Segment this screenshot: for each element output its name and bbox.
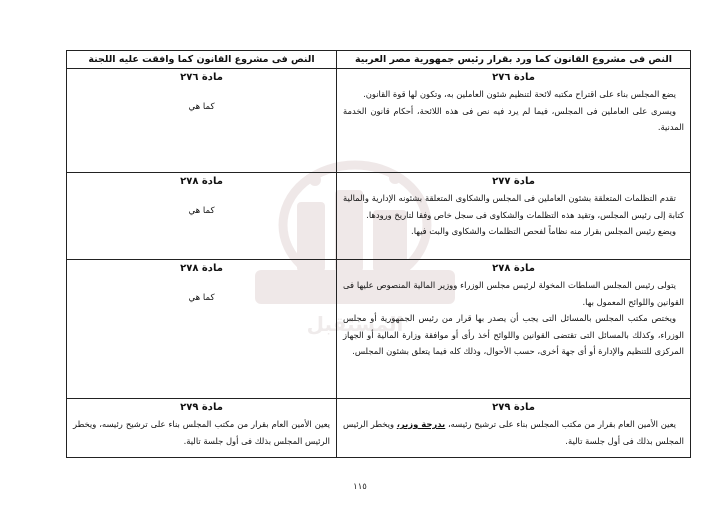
article-title: مادة ٢٧٦ bbox=[180, 72, 223, 83]
table-row bbox=[67, 260, 691, 399]
article-text-before: يعين الأمين العام بقرار من مكتب المجلس بناء على ترشيح رئيسه، bbox=[445, 419, 676, 429]
table-header-row bbox=[67, 51, 691, 69]
committee-article-cell bbox=[67, 69, 337, 173]
committee-article-cell bbox=[67, 173, 337, 260]
article-paragraph: ويسرى على العاملين فى المجلس، فيما لم يرد فيه نص فى هذه اللائحة، أحكام قانون الخدمة المدنية. bbox=[343, 105, 684, 132]
table-row bbox=[67, 399, 691, 458]
committee-article-cell bbox=[67, 260, 337, 399]
article-paragraph: ويضع رئيس المجلس بقرار منه نظاماً لفحص التظلمات والشكاوى والبت فيها. bbox=[411, 226, 676, 236]
committee-article-cell bbox=[67, 399, 337, 458]
original-article-cell bbox=[337, 173, 691, 260]
article-title: مادة ٢٧٨ bbox=[180, 263, 223, 274]
article-paragraph: يعين الأمين العام بقرار من مكتب المجلس بناء على ترشيح رئيسه، ويخطر الرئيس المجلس بذلك فى أول جلسة تالية. bbox=[73, 419, 330, 446]
article-title: مادة ٢٧٩ bbox=[180, 402, 223, 413]
original-article-cell bbox=[337, 260, 691, 399]
article-paragraph: ويختص مكتب المجلس بالمسائل التى يجب أن يصدر بها قرار من رئيس الجمهورية أو مجلس الوزراء، وكذلك بالمسائل التى تقتضى القوانين واللوائح أخذ رأى أو موافقة وزارة المالية أو الجهاز المركزى للتنظيم والإدارة أو أى جهة أخرى، حسب الأحوال، وذلك كله فيما يتعلق بشئون المجلس. bbox=[343, 313, 684, 356]
article-status: كما هي bbox=[188, 102, 215, 112]
original-article-cell bbox=[337, 399, 691, 458]
article-title: مادة ٢٧٦ bbox=[492, 72, 535, 83]
comparison-table bbox=[66, 50, 691, 458]
table-row bbox=[67, 173, 691, 260]
article-status: كما هي bbox=[188, 206, 215, 216]
article-text-after: ويخطر الرئيس المجلس بذلك فى أول جلسة تالية. bbox=[343, 419, 684, 446]
article-paragraph: يتولى رئيس المجلس السلطات المخولة لرئيس مجلس الوزراء ووزير المالية المنصوص عليها فى القوانين واللوائح المعمول بها. bbox=[343, 280, 684, 307]
article-title: مادة ٢٧٩ bbox=[492, 402, 535, 413]
article-paragraph: يضع المجلس بناء على اقتراح مكتبه لائحة لتنظيم شئون العاملين به، وتكون لها قوة القانون. bbox=[363, 89, 676, 99]
article-status: كما هي bbox=[188, 293, 215, 303]
page-number: ١١٥ bbox=[353, 482, 367, 492]
article-emphasis: بدرجة وزير، bbox=[396, 419, 446, 429]
article-title: مادة ٢٧٧ bbox=[492, 176, 535, 187]
header-committee-text: النص فى مشروع القانون كما وافقت عليه اللجنة bbox=[67, 51, 337, 69]
article-title: مادة ٢٧٨ bbox=[180, 176, 223, 187]
original-article-cell bbox=[337, 69, 691, 173]
article-title: مادة ٢٧٨ bbox=[492, 263, 535, 274]
article-paragraph: تقدم التظلمات المتعلقة بشئون العاملين فى المجلس والشكاوى المتعلقة بشئونه الإدارية والمالية كتابة إلى رئيس المجلس، وتقيد هذه التظلمات والشكاوى فى سجل خاص وفقا لتاريخ ورودها. bbox=[343, 193, 684, 220]
header-original-text: النص فى مشروع القانون كما ورد بقرار رئيس جمهورية مصر العربية bbox=[337, 51, 691, 69]
watermark-text: المستقبل bbox=[306, 312, 404, 336]
table-row bbox=[67, 69, 691, 173]
article-paragraph bbox=[343, 416, 684, 449]
